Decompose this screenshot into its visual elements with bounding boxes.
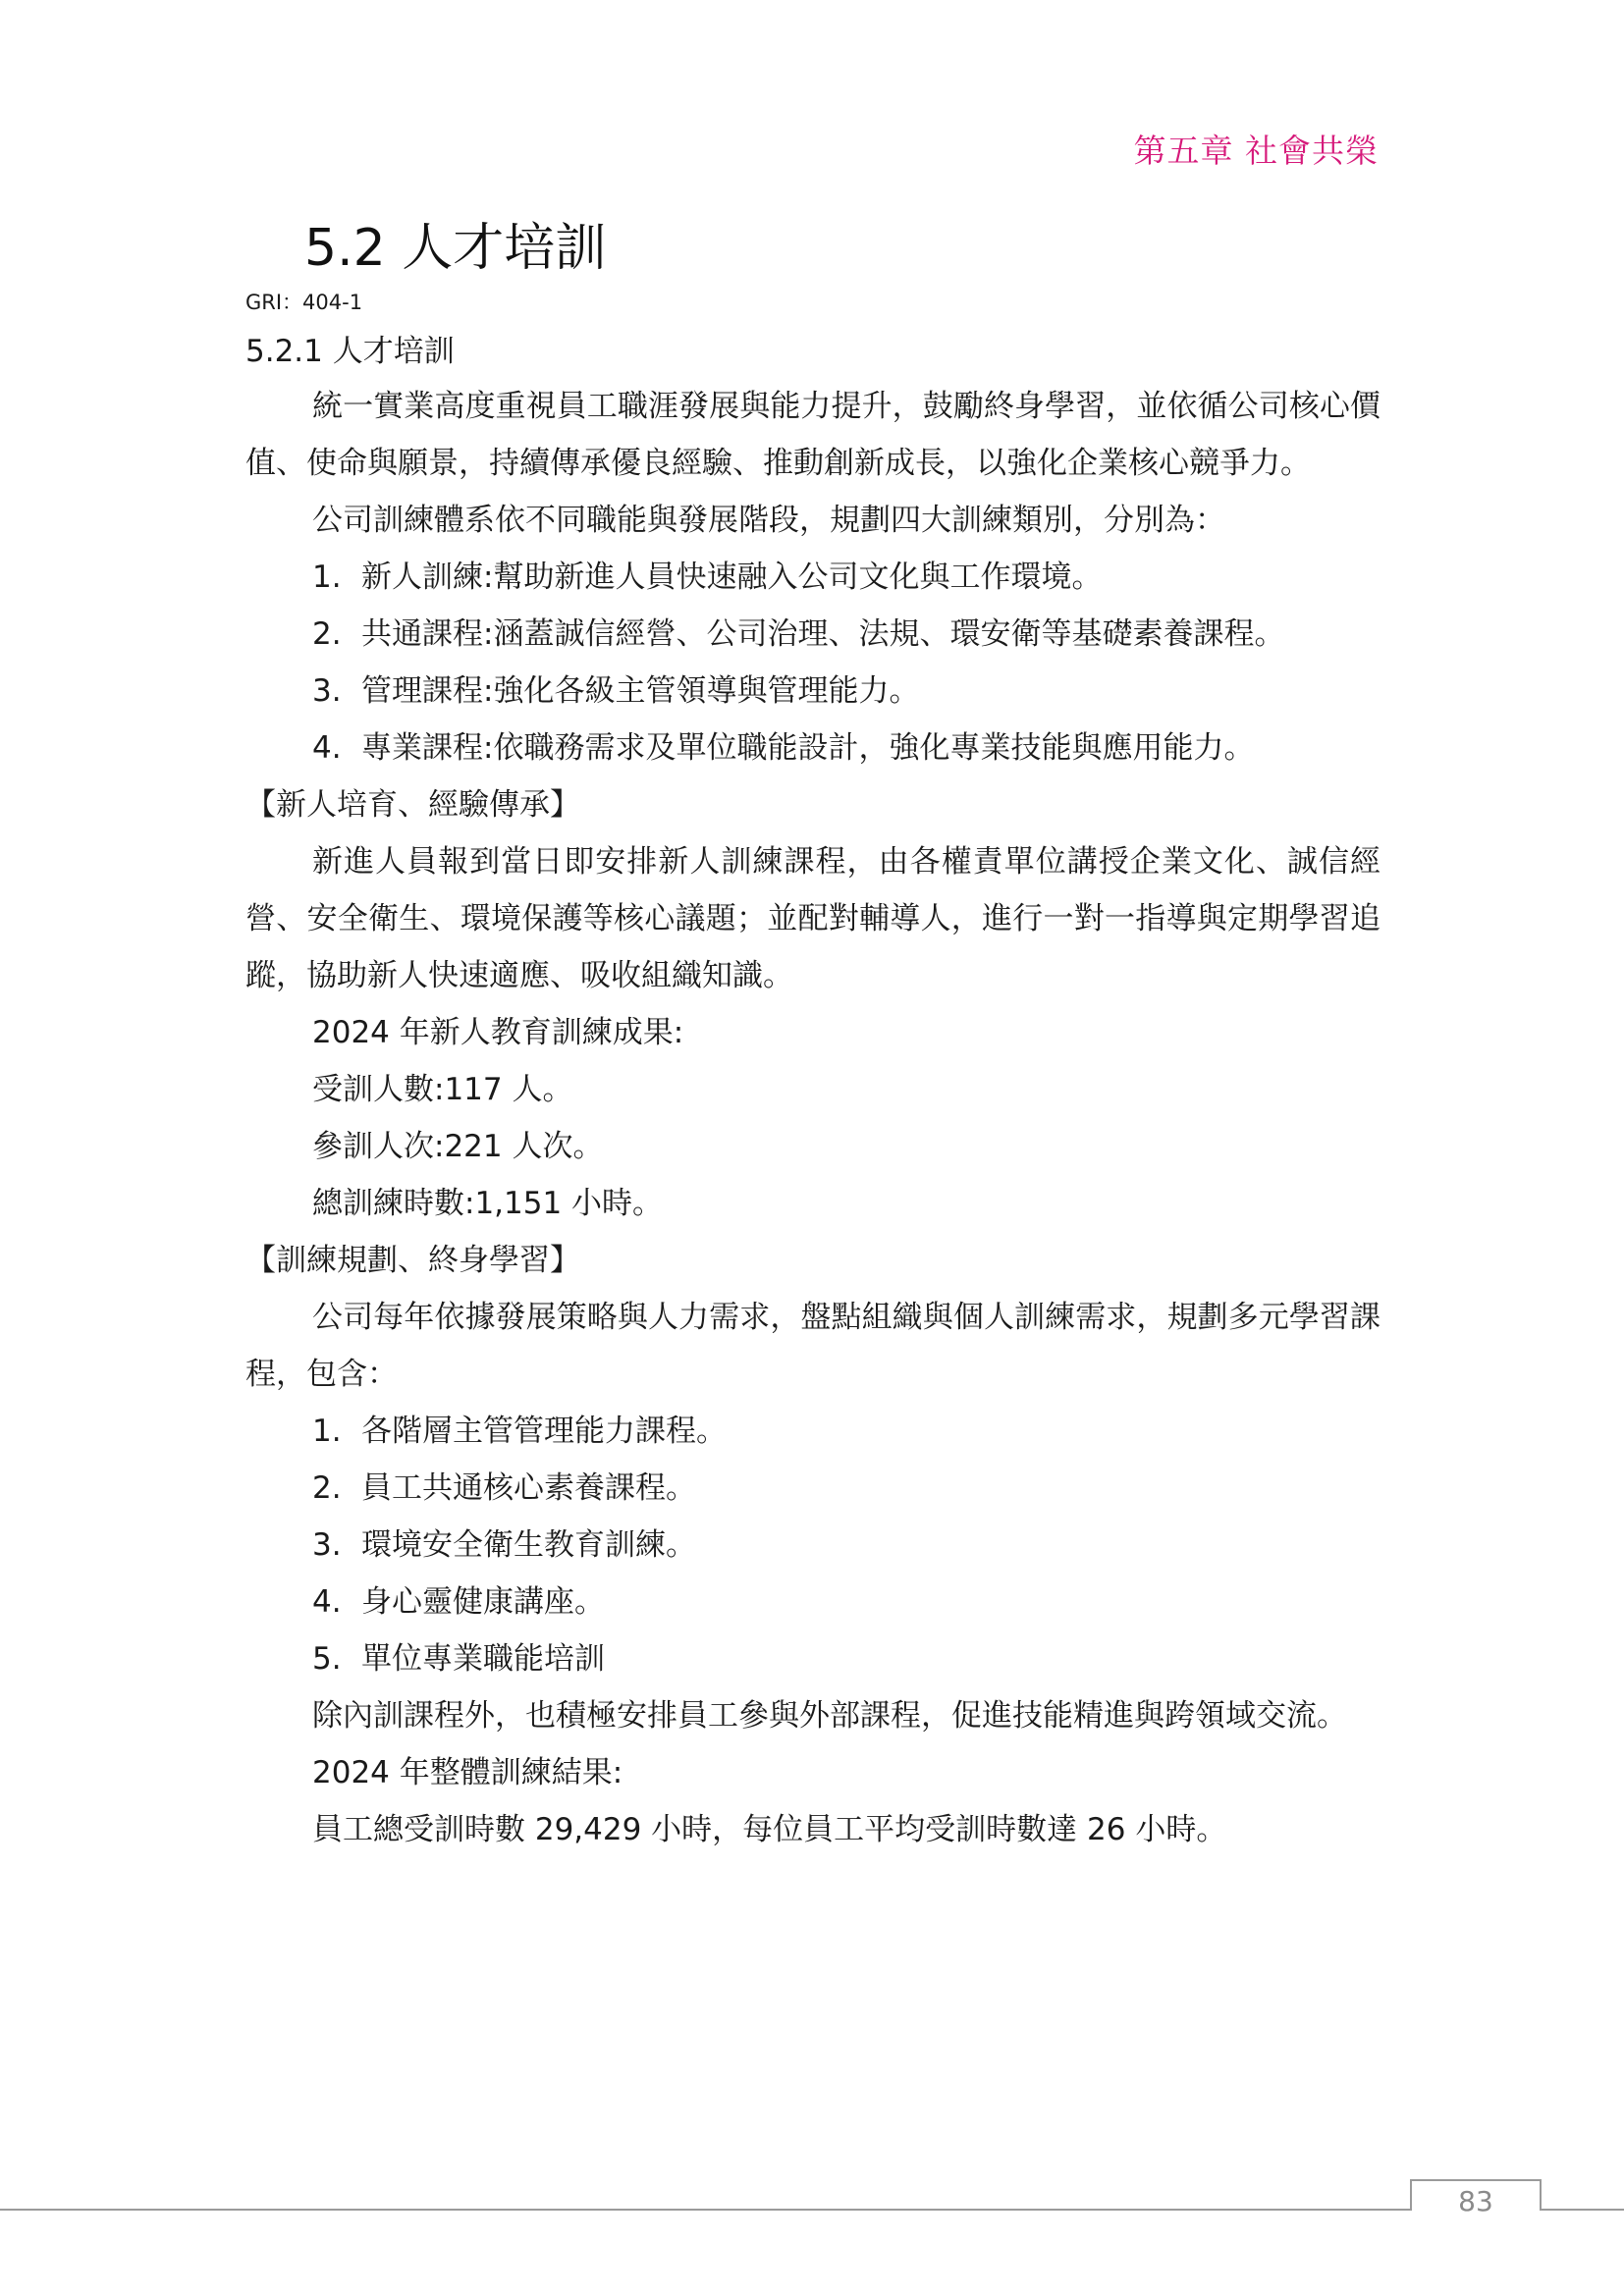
page-number: 83 — [1458, 2185, 1493, 2217]
body-content — [245, 378, 1380, 1858]
list-item: 4. 專業課程:依職務需求及單位職能設計，強化專業技能與應用能力。 — [312, 730, 1255, 766]
categories-intro: 公司訓練體系依不同職能與發展階段，規劃四大訓練類別，分別為： — [312, 503, 1225, 538]
onboarding-trainees: 受訓人數:117 人。 — [312, 1072, 573, 1107]
subsection-title: 5.2.1 人才培訓 — [245, 334, 455, 369]
chapter-header: 第五章 社會共榮 — [1133, 132, 1379, 170]
list-item: 1. 新人訓練:幫助新進人員快速融入公司文化與工作環境。 — [312, 560, 1103, 595]
planning-courses-list — [245, 1403, 1380, 1687]
list-item: 2. 共通課程:涵蓋誠信經營、公司治理、法規、環安衛等基礎素養課程。 — [312, 616, 1285, 652]
list-item: 3. 環境安全衛生教育訓練。 — [312, 1527, 696, 1563]
external-courses-text: 除內訓課程外，也積極安排員工參與外部課程，促進技能精進與跨領域交流。 — [312, 1698, 1347, 1734]
list-item: 1. 各階層主管管理能力課程。 — [312, 1414, 727, 1449]
section-title: 5.2 人才培訓 — [304, 219, 607, 278]
overall-results-title: 2024 年整體訓練結果: — [312, 1755, 623, 1790]
training-categories-list — [245, 549, 1380, 776]
list-item: 5. 單位專業職能培訓 — [312, 1641, 605, 1677]
list-item: 2. 員工共通核心素養課程。 — [312, 1470, 696, 1506]
overall-results: 員工總受訓時數 29,429 小時，每位員工平均受訓時數達 26 小時。 — [312, 1812, 1227, 1847]
gri-reference: GRI：404-1 — [245, 291, 363, 314]
onboarding-sessions: 參訓人次:221 人次。 — [312, 1129, 604, 1164]
planning-paragraph: 公司每年依據發展策略與人力需求，盤點組織與個人訓練需求，規劃多元學習課程，包含： — [245, 1300, 1380, 1392]
onboarding-heading: 【新人培育、經驗傳承】 — [245, 787, 580, 823]
list-item: 4. 身心靈健康講座。 — [312, 1584, 605, 1620]
footer-divider — [0, 2209, 1624, 2211]
list-item: 3. 管理課程:強化各級主管領導與管理能力。 — [312, 673, 920, 709]
onboarding-results-title: 2024 年新人教育訓練成果: — [312, 1015, 684, 1050]
planning-heading: 【訓練規劃、終身學習】 — [245, 1243, 580, 1278]
onboarding-hours: 總訓練時數:1,151 小時。 — [312, 1186, 664, 1221]
onboarding-paragraph: 新進人員報到當日即安排新人訓練課程，由各權責單位講授企業文化、誠信經營、安全衛生、環境保護等核心議題；並配對輔導人，進行一對一指導與定期學習追蹤，協助新人快速適應、吸收組織知識。 — [245, 844, 1380, 993]
intro-paragraph: 統一實業高度重視員工職涯發展與能力提升，鼓勵終身學習，並依循公司核心價值、使命與願景，持續傳承優良經驗、推動創新成長，以強化企業核心競爭力。 — [245, 389, 1380, 481]
